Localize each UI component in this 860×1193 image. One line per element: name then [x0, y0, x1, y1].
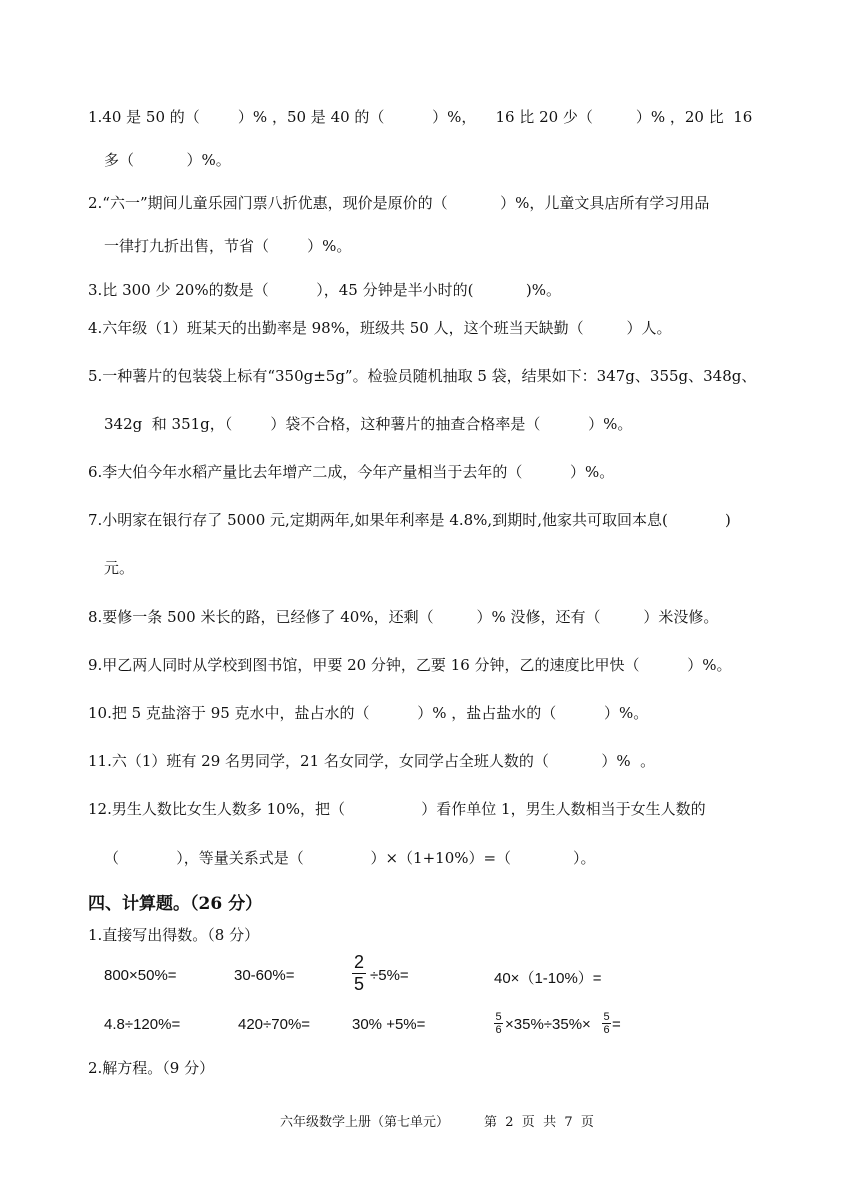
fraction-denominator: 6 [603, 1024, 610, 1036]
calc-item-div-5: ÷5%= [370, 967, 409, 984]
fraction-denominator: 6 [495, 1024, 502, 1036]
question-2-line-1: 2.“六一”期间儿童乐园门票八折优惠，现价是原价的（ ）%，儿童文具店所有学习用品 [88, 194, 710, 212]
question-5-line-2: 342g 和 351g，（ ）袋不合格，这种薯片的抽查合格率是（ ）%。 [104, 415, 633, 433]
calc-item-40x: 40×（1-10%）= [494, 970, 602, 987]
question-3: 3.比 300 少 20%的数是（ ），45 分钟是半小时的( )%。 [88, 281, 562, 299]
question-1-line-1: 1.40 是 50 的（ ）% ，50 是 40 的（ ）%， 16 比 20 少（ ）% ，20 比 16 [88, 108, 753, 126]
calc-item-30-60: 30-60%= [234, 967, 295, 984]
fraction-five-sixths-a [494, 1011, 503, 1036]
question-6: 6.李大伯今年水稻产量比去年增产二成，今年产量相当于去年的（ ）%。 [88, 463, 615, 481]
question-2-line-2: 一律打九折出售，节省（ ）%。 [104, 237, 352, 255]
calc-item-800x50: 800×50%= [104, 967, 177, 984]
question-7-line-2: 元。 [104, 559, 135, 577]
fraction-two-fifths [352, 952, 366, 995]
question-8: 8.要修一条 500 米长的路，已经修了 40%，还剩（ ）% 没修，还有（ ）米没修。 [88, 608, 719, 626]
footer-unit-label: 六年级数学上册（第七单元） [280, 1115, 450, 1130]
fraction-five-sixths-b [602, 1011, 611, 1036]
question-12-line-2: （ ），等量关系式是（ ）×（1+10%）=（ ）。 [104, 849, 596, 867]
calc-item-product-mid: ×35%÷35%× [505, 1016, 591, 1033]
calc-q1-label: 1.直接写出得数。（8 分） [88, 926, 260, 944]
fraction-numerator: 5 [495, 1011, 502, 1023]
question-7-line-1: 7.小明家在银行存了 5000 元,定期两年,如果年利率是 4.8%,到期时,他家共可取回本息( ) [88, 511, 731, 529]
fraction-numerator: 5 [603, 1011, 610, 1023]
calc-item-4.8div120: 4.8÷120%= [104, 1016, 181, 1033]
question-11: 11.六（1）班有 29 名男同学，21 名女同学，女同学占全班人数的（ ）% 。 [88, 752, 656, 770]
question-5-line-1: 5.一种薯片的包装袋上标有“350g±5g”。检验员随机抽取 5 袋，结果如下：347g、355g、348g、 [88, 367, 757, 385]
section-4-title: 四、计算题。（26 分） [88, 894, 263, 914]
calc-item-equals: = [612, 1016, 621, 1033]
calc-item-30plus5: 30% +5%= [352, 1016, 426, 1033]
question-4: 4.六年级（1）班某天的出勤率是 98%，班级共 50 人，这个班当天缺勤（ ）人。 [88, 319, 672, 337]
fraction-numerator: 2 [353, 952, 364, 972]
question-9: 9.甲乙两人同时从学校到图书馆，甲要 20 分钟，乙要 16 分钟，乙的速度比甲快（ ）%。 [88, 656, 732, 674]
calc-q2-label: 2.解方程。（9 分） [88, 1059, 215, 1077]
question-12-line-1: 12.男生人数比女生人数多 10%，把（ ）看作单位 1，男生人数相当于女生人数的 [88, 800, 706, 818]
question-10: 10.把 5 克盐溶于 95 克水中，盐占水的（ ）% ，盐占盐水的（ ）%。 [88, 704, 649, 722]
calc-item-420div70: 420÷70%= [238, 1016, 311, 1033]
question-1-line-2: 多（ ）%。 [104, 151, 231, 169]
footer-page-number: 第 2 页 共 7 页 [484, 1115, 594, 1130]
fraction-denominator: 5 [353, 974, 364, 994]
